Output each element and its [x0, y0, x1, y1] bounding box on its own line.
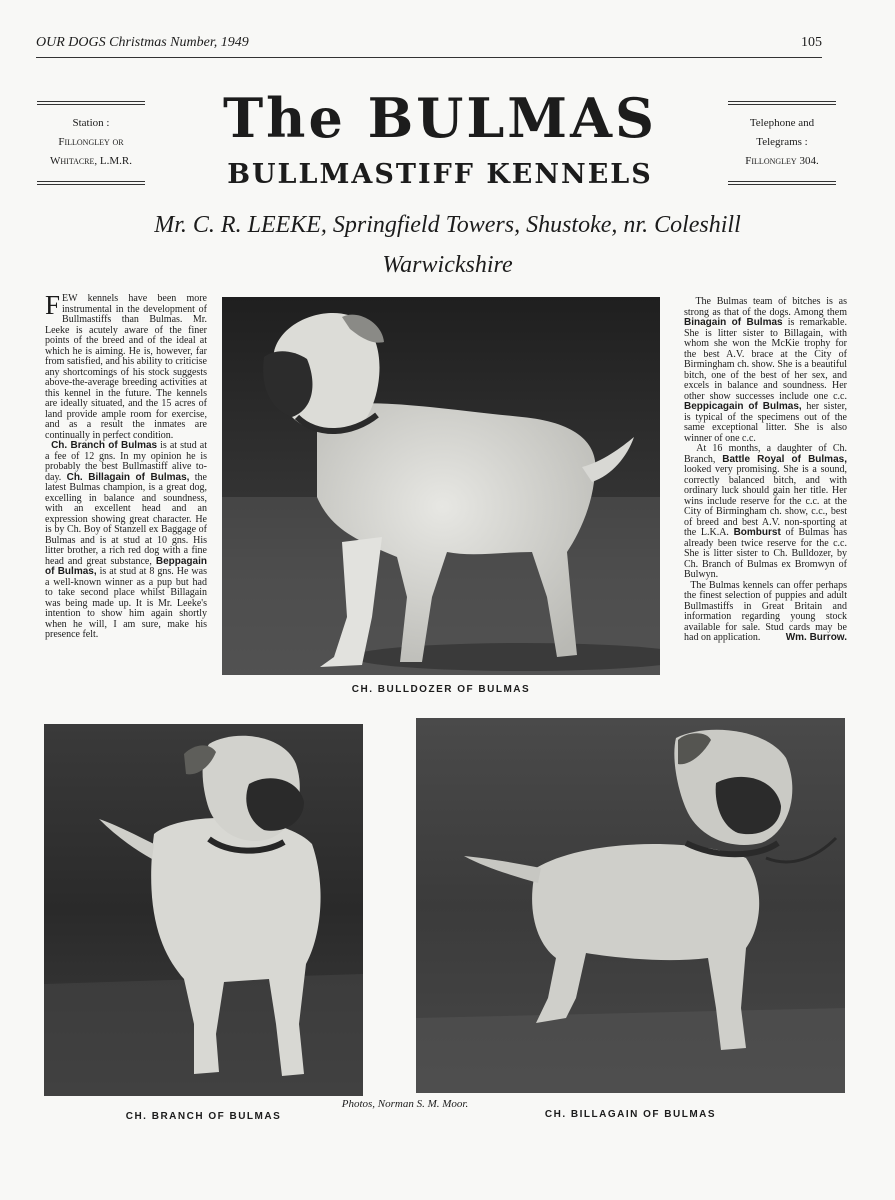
- dog-name: Bomburst: [733, 527, 781, 538]
- station-line-1: Fillongley or: [58, 136, 124, 148]
- running-header: [36, 35, 822, 58]
- article-paragraph: [684, 581, 847, 644]
- telephone-label-2: Telegrams :: [756, 136, 808, 148]
- paragraph-text: is at stud at 8 gns. He was a well-known winner as a pup but had to take second place whilst Billagain was being made up. It is Mr. Leeke's intention to show him again shortly when he will, I am sure, make his presence felt.: [45, 566, 207, 640]
- box-rule-bottom: [37, 181, 145, 185]
- page-number: 105: [801, 35, 822, 50]
- photo-credit: Photos, Norman S. M. Moor.: [341, 1098, 469, 1110]
- article-left-column: [45, 290, 207, 641]
- paragraph-text: of Bulmas has already been twice reserve for the c.c. She is litter sister to Ch. Bulldozer, by Ch. Branch of Bulmas ex Bromwyn of Bulwyn.: [684, 527, 847, 580]
- dog-name: Beppagain of Bulmas,: [45, 555, 207, 577]
- paragraph-text: the latest Bulmas champion, is a great dog, excelling in balance and soundness, with an excellent head and an expression showing great character. He is by Ch. Boy of Stanzell ex Baggage of Bulmas and is at stud at 10 gns. His litter brother, a rich red dog with a fine head and great substance,: [45, 471, 207, 567]
- article-paragraph: [45, 290, 207, 441]
- article-right-column: [684, 297, 847, 644]
- owner-address-line-2: Warwickshire: [382, 252, 513, 278]
- station-box: [37, 101, 145, 185]
- paragraph-text: The Bulmas team of bitches is as strong as that of the dogs. Among them: [684, 296, 847, 318]
- paragraph-text: At 16 months, a daughter of Ch. Branch,: [684, 443, 847, 465]
- photo-branch: [44, 724, 363, 1096]
- telephone-number: Fillongley 304.: [745, 155, 819, 167]
- paragraph-text: looked very promising. She is a sound, correctly balanced bitch, and with ordinary luck should gain her title. Her wins include reserve for the c.c. at the City of Birmingham ch. show, c.c., best of breed and best A.V. non-sporting at the L.K.A.: [684, 464, 847, 538]
- box-rule-bottom: [728, 181, 836, 185]
- caption-billagain: CH. BILLAGAIN OF BULMAS: [544, 1109, 717, 1120]
- dog-name: Battle Royal of Bulmas,: [722, 453, 847, 465]
- publication-title: OUR DOGS Christmas Number, 1949: [36, 35, 249, 50]
- dog-name: Beppicagain of Bulmas,: [684, 401, 802, 412]
- dog-name: Ch. Branch of Bulmas: [51, 440, 158, 451]
- photo-billagain: [416, 718, 845, 1093]
- telephone-label-1: Telephone and: [749, 117, 815, 129]
- paragraph-text: is at stud at a fee of 12 gns. In my opinion he is probably the best Bullmastiff alive to-day.: [45, 440, 207, 483]
- kennel-subtitle: BULLMASTIFF KENNELS: [227, 159, 653, 190]
- article-paragraph: [684, 444, 847, 581]
- article-paragraph: [45, 441, 207, 641]
- paragraph-text: The Bulmas kennels can offer perhaps the finest selection of puppies and adult Bullmastiffs in Great Britain and information regarding young stock available for sale. Stud cards may be had on application.: [684, 579, 848, 643]
- station-line-2: Whitacre, L.M.R.: [50, 155, 132, 167]
- station-label: Station :: [72, 117, 110, 129]
- kennel-title: The BULMAS: [223, 86, 657, 150]
- article-paragraph: [684, 297, 847, 444]
- telephone-box: [728, 101, 836, 185]
- caption-branch: CH. BRANCH OF BULMAS: [125, 1111, 282, 1122]
- caption-bulldozer: CH. BULLDOZER OF BULMAS: [351, 684, 531, 695]
- drop-cap: F: [45, 290, 61, 320]
- paragraph-text: EW kennels have been more instrumental in the development of Bullmastiffs than Bulmas. Mr. Leeke is acutely aware of the finer points of the breed and of the ideal at which he is aiming. He is, however, far from satisfied, and his ability to criticise any shortcomings of his stock suggests above-the-average breeding activities at this kennel in the future. The kennels are ideally situated, and the 15 acres of land provide ample room for exercise, and as a result the inmates are continually in perfect condition.: [45, 293, 207, 441]
- author-signature: Wm. Burrow.: [785, 632, 847, 643]
- paragraph-text: her sister, is typical of the specimens out of the same exceptional litter. She is also winner of one c.c.: [684, 401, 847, 444]
- dog-name: Binagain of Bulmas: [684, 317, 783, 328]
- dog-name: Ch. Billagain of Bulmas,: [66, 471, 190, 483]
- photo-bulldozer: [222, 297, 660, 675]
- owner-address-line-1: Mr. C. R. LEEKE, Springfield Towers, Shustoke, nr. Coleshill: [154, 212, 741, 238]
- paragraph-text: is remarkable. She is litter sister to Billagain, with whom she won the McKie trophy for the best A.V. brace at the City of Birmingham ch. show. She is a beautiful bitch, one of the best of her sex, and excels in balance and soundness. Her other show successes include one c.c.: [684, 317, 847, 402]
